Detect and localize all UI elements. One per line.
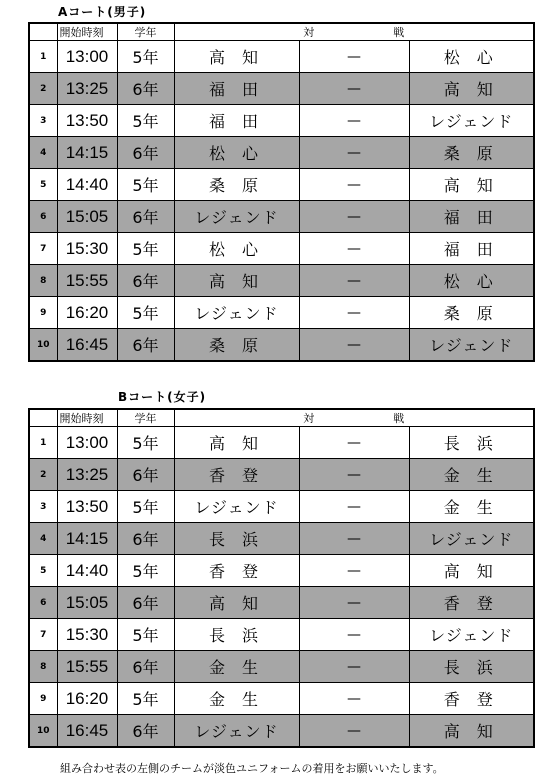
table-row	[29, 201, 534, 233]
match-number: 10	[29, 329, 57, 362]
grade: 5年	[117, 491, 174, 523]
table-row	[29, 459, 534, 491]
table-row	[29, 491, 534, 523]
footnote: 組み合わせ表の左側のチームが淡色ユニフォームの着用をお願いいたします。	[60, 762, 444, 775]
header-row	[29, 409, 534, 427]
grade: 5年	[117, 297, 174, 329]
away-team: 高 知	[409, 169, 534, 201]
table-row	[29, 233, 534, 265]
match-number: 1	[29, 41, 57, 73]
away-team: 松 心	[409, 265, 534, 297]
vs-separator: —	[299, 491, 409, 523]
grade: 6年	[117, 587, 174, 619]
start-time: 14:40	[57, 555, 117, 587]
away-team: 高 知	[409, 555, 534, 587]
grade: 5年	[117, 105, 174, 137]
start-time: 16:45	[57, 715, 117, 748]
table-row	[29, 587, 534, 619]
match-number: 8	[29, 265, 57, 297]
table-row	[29, 105, 534, 137]
header-grade: 学年	[117, 409, 174, 427]
vs-separator: —	[299, 233, 409, 265]
header-no	[29, 409, 57, 427]
vs-separator: —	[299, 41, 409, 73]
header-vs-left: 対	[303, 26, 315, 39]
vs-separator: —	[299, 169, 409, 201]
home-team: 高 知	[174, 587, 299, 619]
away-team: レジェンド	[409, 105, 534, 137]
start-time: 15:55	[57, 651, 117, 683]
court-a-title: Aコート(男子)	[58, 5, 147, 19]
home-team: 金 生	[174, 683, 299, 715]
vs-separator: —	[299, 137, 409, 169]
start-time: 14:15	[57, 523, 117, 555]
away-team: レジェンド	[409, 523, 534, 555]
start-time: 15:05	[57, 587, 117, 619]
start-time: 13:00	[57, 41, 117, 73]
table-row	[29, 169, 534, 201]
home-team: 長 浜	[174, 619, 299, 651]
start-time: 13:25	[57, 73, 117, 105]
table-row	[29, 427, 534, 459]
vs-separator: —	[299, 329, 409, 362]
home-team: レジェンド	[174, 297, 299, 329]
court-a-schedule-table	[28, 22, 535, 362]
vs-separator: —	[299, 651, 409, 683]
match-number: 3	[29, 491, 57, 523]
home-team: 松 心	[174, 137, 299, 169]
match-number: 7	[29, 619, 57, 651]
header-start-time: 開始時刻	[57, 23, 117, 41]
match-number: 1	[29, 427, 57, 459]
start-time: 16:45	[57, 329, 117, 362]
start-time: 16:20	[57, 297, 117, 329]
grade: 5年	[117, 555, 174, 587]
match-number: 4	[29, 523, 57, 555]
table-row	[29, 73, 534, 105]
header-matchup	[174, 409, 534, 427]
start-time: 13:50	[57, 491, 117, 523]
vs-separator: —	[299, 105, 409, 137]
court-b-schedule-table	[28, 408, 535, 748]
home-team: 香 登	[174, 555, 299, 587]
grade: 6年	[117, 329, 174, 362]
home-team: 桑 原	[174, 329, 299, 362]
vs-separator: —	[299, 555, 409, 587]
vs-separator: —	[299, 427, 409, 459]
home-team: 香 登	[174, 459, 299, 491]
away-team: 高 知	[409, 715, 534, 748]
start-time: 13:50	[57, 105, 117, 137]
table-row	[29, 297, 534, 329]
start-time: 13:25	[57, 459, 117, 491]
match-number: 5	[29, 555, 57, 587]
match-number: 2	[29, 459, 57, 491]
away-team: 福 田	[409, 233, 534, 265]
home-team: 高 知	[174, 427, 299, 459]
grade: 5年	[117, 683, 174, 715]
grade: 5年	[117, 41, 174, 73]
match-number: 6	[29, 201, 57, 233]
vs-separator: —	[299, 523, 409, 555]
grade: 6年	[117, 715, 174, 748]
table-row	[29, 523, 534, 555]
header-matchup	[174, 23, 534, 41]
vs-separator: —	[299, 201, 409, 233]
table-row	[29, 683, 534, 715]
header-vs-right: 戦	[393, 412, 405, 425]
away-team: レジェンド	[409, 619, 534, 651]
match-number: 8	[29, 651, 57, 683]
start-time: 14:40	[57, 169, 117, 201]
grade: 5年	[117, 233, 174, 265]
away-team: 長 浜	[409, 651, 534, 683]
start-time: 14:15	[57, 137, 117, 169]
home-team: 長 浜	[174, 523, 299, 555]
home-team: レジェンド	[174, 715, 299, 748]
grade: 6年	[117, 201, 174, 233]
court-b-title: Bコート(女子)	[118, 390, 207, 404]
header-no	[29, 23, 57, 41]
away-team: 長 浜	[409, 427, 534, 459]
start-time: 15:30	[57, 233, 117, 265]
match-number: 3	[29, 105, 57, 137]
table-row	[29, 41, 534, 73]
grade: 6年	[117, 137, 174, 169]
vs-separator: —	[299, 459, 409, 491]
start-time: 13:00	[57, 427, 117, 459]
away-team: 金 生	[409, 491, 534, 523]
home-team: 福 田	[174, 105, 299, 137]
table-row	[29, 555, 534, 587]
home-team: 金 生	[174, 651, 299, 683]
grade: 5年	[117, 619, 174, 651]
table-row	[29, 715, 534, 748]
match-number: 4	[29, 137, 57, 169]
grade: 6年	[117, 265, 174, 297]
match-number: 9	[29, 297, 57, 329]
table-row	[29, 137, 534, 169]
home-team: レジェンド	[174, 491, 299, 523]
away-team: 金 生	[409, 459, 534, 491]
away-team: 香 登	[409, 587, 534, 619]
away-team: レジェンド	[409, 329, 534, 362]
start-time: 15:55	[57, 265, 117, 297]
match-number: 10	[29, 715, 57, 748]
table-row	[29, 329, 534, 362]
grade: 5年	[117, 169, 174, 201]
header-grade: 学年	[117, 23, 174, 41]
header-start-time: 開始時刻	[57, 409, 117, 427]
home-team: 高 知	[174, 41, 299, 73]
match-number: 5	[29, 169, 57, 201]
away-team: 高 知	[409, 73, 534, 105]
table-row	[29, 651, 534, 683]
vs-separator: —	[299, 619, 409, 651]
grade: 5年	[117, 427, 174, 459]
vs-separator: —	[299, 715, 409, 748]
vs-separator: —	[299, 265, 409, 297]
vs-separator: —	[299, 587, 409, 619]
away-team: 松 心	[409, 41, 534, 73]
grade: 6年	[117, 651, 174, 683]
home-team: 松 心	[174, 233, 299, 265]
home-team: レジェンド	[174, 201, 299, 233]
grade: 6年	[117, 73, 174, 105]
home-team: 福 田	[174, 73, 299, 105]
away-team: 桑 原	[409, 297, 534, 329]
grade: 6年	[117, 523, 174, 555]
table-row	[29, 265, 534, 297]
match-number: 7	[29, 233, 57, 265]
table-row	[29, 619, 534, 651]
start-time: 15:30	[57, 619, 117, 651]
match-number: 6	[29, 587, 57, 619]
away-team: 福 田	[409, 201, 534, 233]
grade: 6年	[117, 459, 174, 491]
header-row	[29, 23, 534, 41]
start-time: 15:05	[57, 201, 117, 233]
header-vs-right: 戦	[393, 26, 405, 39]
vs-separator: —	[299, 683, 409, 715]
home-team: 桑 原	[174, 169, 299, 201]
vs-separator: —	[299, 297, 409, 329]
match-number: 9	[29, 683, 57, 715]
vs-separator: —	[299, 73, 409, 105]
away-team: 桑 原	[409, 137, 534, 169]
away-team: 香 登	[409, 683, 534, 715]
start-time: 16:20	[57, 683, 117, 715]
match-number: 2	[29, 73, 57, 105]
header-vs-left: 対	[303, 412, 315, 425]
home-team: 高 知	[174, 265, 299, 297]
